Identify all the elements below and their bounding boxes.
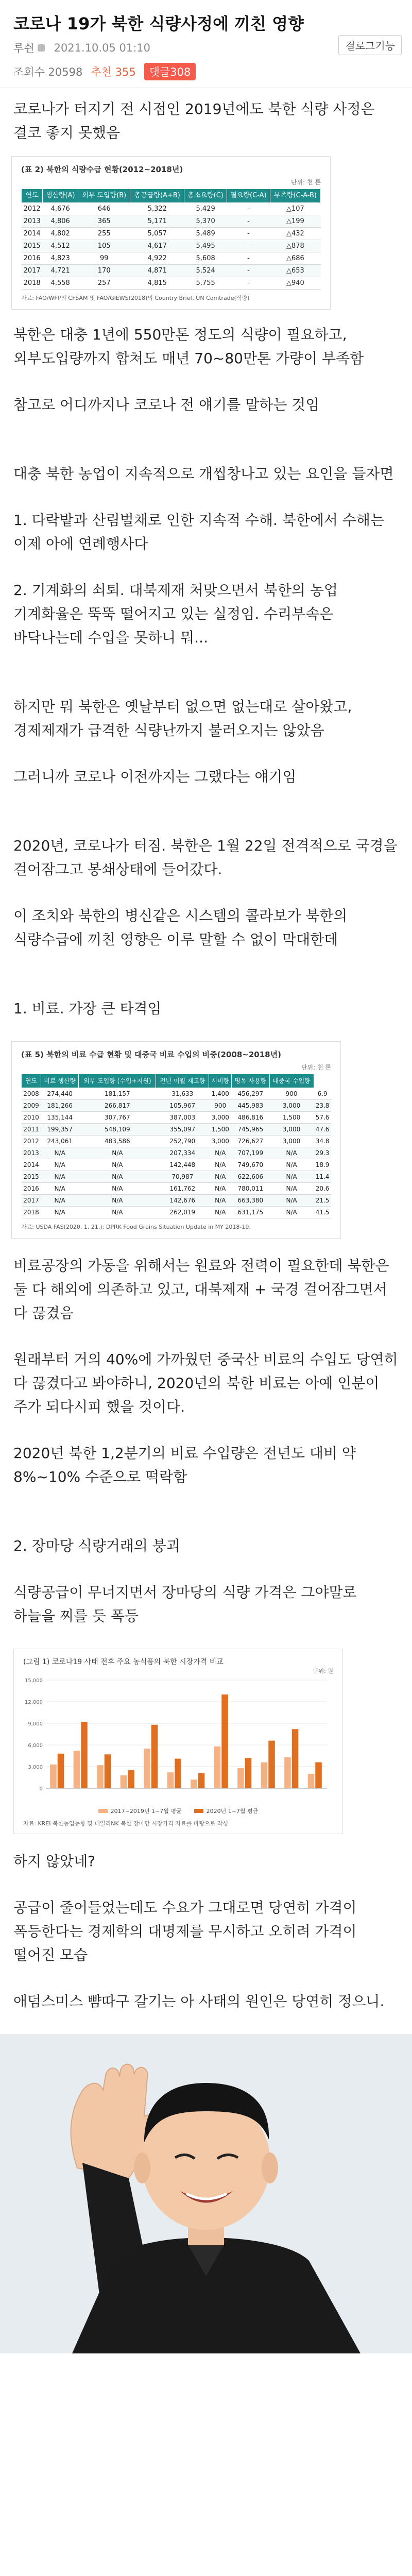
recommend-count bbox=[91, 64, 135, 79]
table-cell: 5,755 bbox=[184, 277, 227, 290]
paragraph: 2020년 북한 1,2분기의 비료 수입량은 전년도 대비 약 8%~10% 수준으로 떡락함 bbox=[13, 1445, 356, 1485]
bar bbox=[81, 1722, 88, 1788]
table-cell: N/A bbox=[79, 1159, 156, 1171]
table-cell: 181,157 bbox=[79, 1088, 156, 1100]
table-cell: 4,806 bbox=[43, 215, 78, 228]
table-cell: 255 bbox=[78, 228, 130, 240]
table-cell: N/A bbox=[269, 1171, 314, 1183]
bar bbox=[315, 1762, 322, 1788]
y-tick-label: 12,000 bbox=[25, 1700, 43, 1705]
price-chart-figure bbox=[13, 1649, 343, 1834]
table-row bbox=[22, 1195, 332, 1207]
table-cell: N/A bbox=[41, 1183, 78, 1195]
table-cell: 181,266 bbox=[41, 1100, 78, 1112]
table-cell: N/A bbox=[209, 1159, 232, 1171]
table-cell: 21.5 bbox=[314, 1195, 331, 1207]
paragraph: 애덤스미스 뺨따구 갈기는 아 사태의 원인은 당연히 정으니. bbox=[13, 1993, 385, 2010]
table-cell: N/A bbox=[41, 1147, 78, 1159]
table-header-cell: 연도 bbox=[22, 1074, 41, 1088]
table-cell: 170 bbox=[78, 265, 130, 277]
table-cell: N/A bbox=[269, 1195, 314, 1207]
table-row bbox=[22, 1159, 332, 1171]
table-cell: 262,019 bbox=[156, 1207, 209, 1218]
paragraph: 그러니까 코로나 이전까지는 그랬다는 얘기임 bbox=[13, 768, 297, 785]
table-cell: 243,061 bbox=[41, 1136, 78, 1147]
table-cell: 3,000 bbox=[269, 1136, 314, 1147]
table-cell: N/A bbox=[209, 1147, 232, 1159]
table-cell: 2017 bbox=[22, 1195, 41, 1207]
table-cell: 4,512 bbox=[43, 240, 78, 252]
post-date: 2021.10.05 01:10 bbox=[54, 42, 151, 54]
table-cell: N/A bbox=[41, 1207, 78, 1218]
table-row bbox=[22, 252, 321, 265]
table-cell: 663,380 bbox=[232, 1195, 269, 1207]
table-cell: 307,767 bbox=[79, 1112, 156, 1124]
table-cell: 4,871 bbox=[130, 265, 184, 277]
table-cell: △199 bbox=[270, 215, 320, 228]
table-cell: 5,495 bbox=[184, 240, 227, 252]
table-cell: 749,670 bbox=[232, 1159, 269, 1171]
paragraph: 1. 비료. 가장 큰 타격임 bbox=[13, 1000, 162, 1017]
view-count: 조회수 20598 bbox=[13, 66, 83, 78]
food-supply-table bbox=[21, 189, 321, 290]
table-cell: 387,003 bbox=[156, 1112, 209, 1124]
table-cell: 745,965 bbox=[232, 1124, 269, 1136]
post-title: 코로나 19가 북한 식량사정에 끼친 영향 bbox=[13, 14, 304, 33]
table-cell: - bbox=[227, 215, 270, 228]
table-cell: 47.6 bbox=[314, 1124, 331, 1136]
table-cell: 646 bbox=[78, 203, 130, 215]
table-cell: 23.8 bbox=[314, 1100, 331, 1112]
table-header-cell: 외부 도입량 (수입+지원) bbox=[79, 1074, 156, 1088]
legend-swatch bbox=[194, 1809, 203, 1813]
table-row bbox=[22, 1171, 332, 1183]
table-cell: △686 bbox=[270, 252, 320, 265]
post-body bbox=[0, 88, 412, 2034]
y-tick-label: 9,000 bbox=[28, 1721, 43, 1727]
table-unit: 단위: 천 톤 bbox=[290, 179, 321, 186]
table-cell: 707,199 bbox=[232, 1147, 269, 1159]
table-cell: 20.6 bbox=[314, 1183, 331, 1195]
table-cell: 142,448 bbox=[156, 1159, 209, 1171]
table-cell: 1,500 bbox=[209, 1124, 232, 1136]
table-cell: - bbox=[227, 240, 270, 252]
table-row bbox=[22, 265, 321, 277]
table-cell: N/A bbox=[79, 1183, 156, 1195]
table-cell: 4,721 bbox=[43, 265, 78, 277]
bar bbox=[237, 1768, 244, 1788]
paragraph: 코로나가 터지기 전 시점인 2019년에도 북한 식량 사정은 결코 좋지 못했음 bbox=[13, 100, 375, 141]
table-cell: 34.8 bbox=[314, 1136, 331, 1147]
bar bbox=[214, 1747, 221, 1788]
table-cell: 1,400 bbox=[209, 1088, 232, 1100]
recommend-label: 추천 bbox=[91, 66, 112, 78]
bar bbox=[175, 1759, 181, 1788]
table-cell: 631,175 bbox=[232, 1207, 269, 1218]
table-cell: 4,922 bbox=[130, 252, 184, 265]
table-cell: 6.9 bbox=[314, 1088, 331, 1100]
bar bbox=[128, 1770, 134, 1788]
table-cell: 5,322 bbox=[130, 203, 184, 215]
table-cell: N/A bbox=[209, 1183, 232, 1195]
table-cell: △940 bbox=[270, 277, 320, 290]
bar bbox=[284, 1757, 291, 1788]
table-header-cell: 전년 이월 재고량 bbox=[156, 1074, 209, 1088]
paragraph: 원래부터 거의 40%에 가까웠던 중국산 비료의 수입도 당연히 다 끊겼다고 봐야하니, 2020년의 북한 비료는 아예 인분이 주가 되다시피 했을 것이다. bbox=[13, 1351, 398, 1415]
table-cell: 4,823 bbox=[43, 252, 78, 265]
paragraph: 북한은 대충 1년에 550만톤 정도의 식량이 필요하고, 외부도입량까지 합쳐도 매년 70~80만톤 가량이 부족함 bbox=[13, 326, 364, 367]
table-header-cell: 부족량(C-A-B) bbox=[270, 189, 320, 203]
paragraph: 2. 기계화의 쇠퇴. 대북제재 처맞으면서 북한의 농업 기계화율은 뚝뚝 떨어지고 있는 실정임. 수리부속은 바닥나는데 수입을 못하니 뭐... bbox=[13, 582, 338, 646]
table-cell: N/A bbox=[79, 1147, 156, 1159]
bar bbox=[151, 1725, 158, 1788]
bar bbox=[50, 1765, 57, 1788]
user-badge-icon bbox=[38, 44, 45, 52]
table-cell: 5,524 bbox=[184, 265, 227, 277]
legend-label: 2020년 1~7월 평균 bbox=[206, 1808, 259, 1815]
price-bar-chart bbox=[23, 1675, 332, 1804]
table-cell: 486,816 bbox=[232, 1112, 269, 1124]
chart-source: 자료: KREI 북한농업동향 및 데일리NK 북한 장마당 시장가격 자료를 바탕으로 작성 bbox=[23, 1820, 228, 1827]
table-header-cell: 생산량(A) bbox=[43, 189, 78, 203]
table-cell: 445,983 bbox=[232, 1100, 269, 1112]
paragraph: 식량공급이 무너지면서 장마당의 식량 가격은 그야말로 하늘을 찌를 듯 폭등 bbox=[13, 1584, 357, 1624]
table-cell: 365 bbox=[78, 215, 130, 228]
table-cell: 11.4 bbox=[314, 1171, 331, 1183]
y-tick-label: 15,000 bbox=[25, 1678, 43, 1684]
table-cell: 2018 bbox=[22, 277, 43, 290]
table-cell: 2012 bbox=[22, 1136, 41, 1147]
table-cell: 2011 bbox=[22, 1124, 41, 1136]
table-cell: N/A bbox=[209, 1195, 232, 1207]
table-row bbox=[22, 1124, 332, 1136]
table-row bbox=[22, 1088, 332, 1100]
table-source: 자료: FAO/WFP의 CFSAM 및 FAO/GIEWS(2018)의 Country Brief, UN Comtrade(식량) bbox=[21, 295, 250, 301]
table-cell: - bbox=[227, 252, 270, 265]
table-cell: 257 bbox=[78, 277, 130, 290]
table-cell: N/A bbox=[41, 1171, 78, 1183]
table-row bbox=[22, 203, 321, 215]
table-cell: 4,676 bbox=[43, 203, 78, 215]
table-cell: 3,000 bbox=[209, 1136, 232, 1147]
table-row bbox=[22, 1207, 332, 1218]
chart-unit: 단위: 원 bbox=[313, 1668, 333, 1674]
table-cell: 5,370 bbox=[184, 215, 227, 228]
table-cell: 266,817 bbox=[79, 1100, 156, 1112]
table-row bbox=[22, 215, 321, 228]
table-cell: 99 bbox=[78, 252, 130, 265]
table-header-cell: 연도 bbox=[22, 189, 43, 203]
table-header-cell: 명목 사용량 bbox=[232, 1074, 269, 1088]
paragraph: 2. 장마당 식량거래의 붕괴 bbox=[13, 1537, 180, 1554]
paragraph: 1. 다락밭과 산림벌채로 인한 지속적 수해. 북한에서 수해는 이제 아에 연례행사다 bbox=[13, 512, 385, 552]
table-cell: 199,357 bbox=[41, 1124, 78, 1136]
chart-title: (그림 1) 코로나19 사태 전후 주요 농식품의 북한 시장가격 비교 bbox=[23, 1658, 224, 1666]
table-cell: - bbox=[227, 277, 270, 290]
legend-item bbox=[98, 1807, 182, 1815]
table-cell: 2015 bbox=[22, 240, 43, 252]
table-cell: 5,171 bbox=[130, 215, 184, 228]
person-photo-icon bbox=[0, 2034, 412, 2353]
table-caption: (표 5) 북한의 비료 수급 현황 및 대중국 비료 수입의 비중(2008~2018년) bbox=[21, 1050, 281, 1059]
photo bbox=[0, 2034, 412, 2353]
table-row bbox=[22, 1112, 332, 1124]
table-header-cell: 총소요량(C) bbox=[184, 189, 227, 203]
table-cell: N/A bbox=[269, 1147, 314, 1159]
bar bbox=[221, 1694, 228, 1788]
y-tick-label: 0 bbox=[39, 1786, 43, 1792]
table-cell: 2014 bbox=[22, 1159, 41, 1171]
table-cell: 4,617 bbox=[130, 240, 184, 252]
paragraph: 공급이 줄어들었는데도 수요가 그대로면 당연히 가격이 폭등한다는 경제학의 대명제를 무시하고 오히려 가격이 떨어진 모습 bbox=[13, 1899, 357, 1963]
table-cell: 57.6 bbox=[314, 1112, 331, 1124]
bar bbox=[105, 1754, 111, 1788]
bar bbox=[144, 1749, 150, 1788]
legend-label: 2017~2019년 1~7월 평균 bbox=[110, 1808, 182, 1815]
bar bbox=[74, 1751, 80, 1788]
table-header-cell: 비료 생산량 bbox=[41, 1074, 78, 1088]
table-cell: 207,334 bbox=[156, 1147, 209, 1159]
fertilizer-table bbox=[21, 1074, 331, 1218]
bar bbox=[245, 1758, 252, 1788]
table-cell: 2016 bbox=[22, 1183, 41, 1195]
table-cell: 5,608 bbox=[184, 252, 227, 265]
table-cell: 5,057 bbox=[130, 228, 184, 240]
paragraph: 참고로 어디까지나 코로나 전 얘기를 말하는 것임 bbox=[13, 396, 320, 413]
y-tick-label: 6,000 bbox=[28, 1743, 43, 1749]
table-cell: N/A bbox=[209, 1207, 232, 1218]
bar bbox=[292, 1729, 299, 1788]
bar bbox=[58, 1754, 64, 1788]
y-tick-label: 3,000 bbox=[28, 1765, 43, 1770]
table-cell: - bbox=[227, 228, 270, 240]
table-cell: 4,815 bbox=[130, 277, 184, 290]
table-cell: △432 bbox=[270, 228, 320, 240]
table-cell: △653 bbox=[270, 265, 320, 277]
table-cell: 2008 bbox=[22, 1088, 41, 1100]
post-stats bbox=[13, 63, 399, 80]
table-cell: 2009 bbox=[22, 1100, 41, 1112]
bar bbox=[167, 1772, 174, 1788]
table-row bbox=[22, 1147, 332, 1159]
recommend-value: 355 bbox=[115, 66, 136, 78]
table-cell: 274,440 bbox=[41, 1088, 78, 1100]
table-header-cell: 시비량 bbox=[209, 1074, 232, 1088]
table-cell: 2014 bbox=[22, 228, 43, 240]
author-name[interactable]: 루쉰 bbox=[13, 42, 35, 55]
table-cell: 780,011 bbox=[232, 1183, 269, 1195]
table-cell: 105,967 bbox=[156, 1100, 209, 1112]
table-cell: 726,627 bbox=[232, 1136, 269, 1147]
bar bbox=[97, 1765, 104, 1788]
table-source: 자료: USDA FAS(2020. 1. 21.); DPRK Food Grains Situation Update in MY 2018-19. bbox=[21, 1224, 251, 1230]
table-cell: N/A bbox=[79, 1195, 156, 1207]
table-cell: △107 bbox=[270, 203, 320, 215]
paragraph: 하지 않았네? bbox=[13, 1853, 96, 1870]
table-cell: 456,297 bbox=[232, 1088, 269, 1100]
table-caption: (표 2) 북한의 식량수급 현황(2012~2018년) bbox=[21, 165, 183, 174]
tools-button[interactable]: 결로그기능 bbox=[338, 35, 402, 55]
chart-legend bbox=[23, 1807, 333, 1815]
table-cell: 161,762 bbox=[156, 1183, 209, 1195]
table-row bbox=[22, 1136, 332, 1147]
table-cell: N/A bbox=[269, 1207, 314, 1218]
table-row bbox=[22, 228, 321, 240]
table-cell: 3,000 bbox=[269, 1124, 314, 1136]
table-cell: 2018 bbox=[22, 1207, 41, 1218]
food-supply-table-figure bbox=[11, 156, 331, 310]
table-cell: 2010 bbox=[22, 1112, 41, 1124]
paragraph: 2020년, 코로나가 터짐. 북한은 1월 22일 전격적으로 국경을 걸어잠그고 봉쇄상태에 들어갔다. bbox=[13, 837, 398, 878]
fertilizer-table-figure bbox=[11, 1041, 341, 1239]
legend-item bbox=[194, 1807, 259, 1815]
table-cell: 29.3 bbox=[314, 1147, 331, 1159]
table-cell: 5,489 bbox=[184, 228, 227, 240]
paragraph: 이 조치와 북한의 병신같은 시스템의 콜라보가 북한의 식량수급에 끼친 영향은 이루 말할 수 없이 막대한데 bbox=[13, 907, 348, 948]
paragraph: 대충 북한 농업이 지속적으로 개씹창나고 있는 요인을 들자면 bbox=[13, 465, 394, 482]
table-row bbox=[22, 277, 321, 290]
table-cell: 5,429 bbox=[184, 203, 227, 215]
table-header-cell: 총공급량(A+B) bbox=[130, 189, 184, 203]
table-cell: 548,109 bbox=[79, 1124, 156, 1136]
table-header-cell: 대중국 수입량 bbox=[269, 1074, 314, 1088]
table-cell: N/A bbox=[209, 1171, 232, 1183]
table-cell: 2013 bbox=[22, 1147, 41, 1159]
table-cell: 355,097 bbox=[156, 1124, 209, 1136]
bar bbox=[198, 1773, 205, 1788]
table-cell: - bbox=[227, 203, 270, 215]
table-cell: 2012 bbox=[22, 203, 43, 215]
table-cell: 3,000 bbox=[269, 1100, 314, 1112]
table-cell: 900 bbox=[209, 1100, 232, 1112]
table-cell: N/A bbox=[79, 1207, 156, 1218]
table-cell: N/A bbox=[269, 1159, 314, 1171]
bar bbox=[121, 1775, 127, 1788]
table-cell: 900 bbox=[269, 1088, 314, 1100]
table-unit: 단위: 천 톤 bbox=[301, 1064, 331, 1071]
table-cell: 2015 bbox=[22, 1171, 41, 1183]
table-row bbox=[22, 1183, 332, 1195]
paragraph: 하지만 뭐 북한은 옛날부터 없으면 없는대로 살아왔고, 경제제재가 급격한 식량난까지 불러오지는 않았음 bbox=[13, 698, 352, 739]
table-cell: 4,558 bbox=[43, 277, 78, 290]
table-cell: 41.5 bbox=[314, 1207, 331, 1218]
reply-count-badge[interactable]: 댓글308 bbox=[144, 63, 196, 80]
table-cell: 2017 bbox=[22, 265, 43, 277]
table-cell: 3,000 bbox=[209, 1112, 232, 1124]
table-cell: 31,633 bbox=[156, 1088, 209, 1100]
table-cell: 105 bbox=[78, 240, 130, 252]
table-cell: 252,790 bbox=[156, 1136, 209, 1147]
table-cell: 2013 bbox=[22, 215, 43, 228]
table-cell: 622,606 bbox=[232, 1171, 269, 1183]
bar bbox=[308, 1774, 315, 1788]
table-header-cell: 필요량(C-A) bbox=[227, 189, 270, 203]
table-cell: N/A bbox=[41, 1195, 78, 1207]
bar bbox=[191, 1780, 197, 1788]
table-cell: N/A bbox=[79, 1171, 156, 1183]
table-cell: - bbox=[227, 265, 270, 277]
table-cell: 135,144 bbox=[41, 1112, 78, 1124]
post-header bbox=[0, 0, 412, 80]
table-row bbox=[22, 1100, 332, 1112]
table-cell: N/A bbox=[41, 1159, 78, 1171]
table-cell: 18.9 bbox=[314, 1159, 331, 1171]
table-row bbox=[22, 240, 321, 252]
table-cell: 1,500 bbox=[269, 1112, 314, 1124]
table-cell: 70,987 bbox=[156, 1171, 209, 1183]
legend-swatch bbox=[98, 1809, 108, 1813]
table-cell: 483,586 bbox=[79, 1136, 156, 1147]
paragraph: 비료공장의 가동을 위해서는 원료와 전력이 필요한데 북한은 둘 다 해외에 의존하고 있고, 대북제재 + 국경 걸어잠그면서 다 끊겼음 bbox=[13, 1257, 389, 1321]
bar bbox=[261, 1762, 268, 1788]
table-cell: 142,676 bbox=[156, 1195, 209, 1207]
table-cell: N/A bbox=[269, 1183, 314, 1195]
table-cell: △878 bbox=[270, 240, 320, 252]
table-cell: 2016 bbox=[22, 252, 43, 265]
table-cell: 4,802 bbox=[43, 228, 78, 240]
table-header-cell: 외부 도입량(B) bbox=[78, 189, 130, 203]
bar bbox=[268, 1741, 275, 1788]
